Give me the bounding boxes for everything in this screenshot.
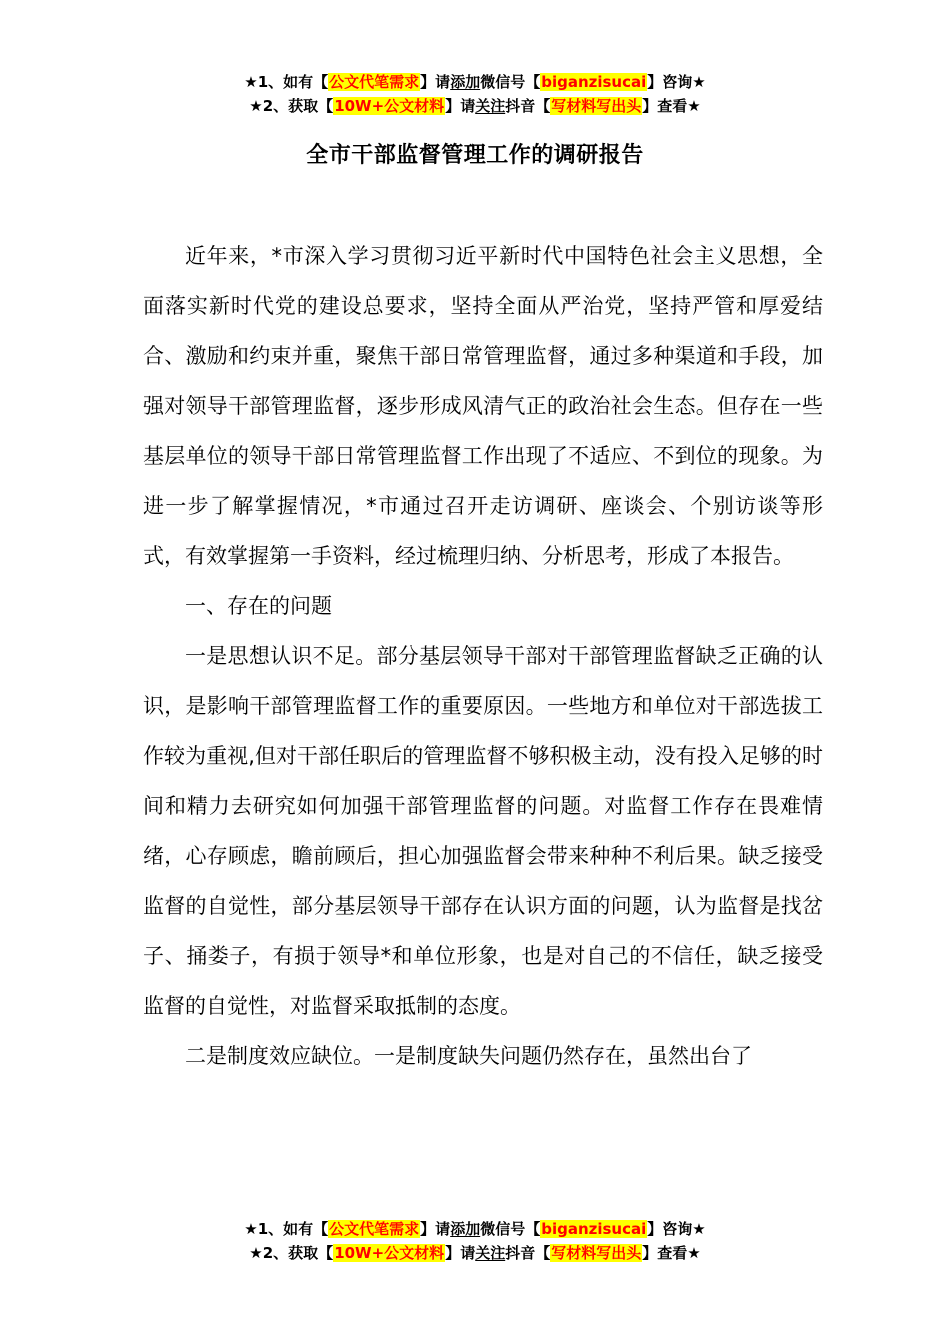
banner-line-2 bbox=[0, 94, 950, 118]
banner-text: 】请 bbox=[445, 1244, 476, 1262]
highlight-douyin: 写材料写出头 bbox=[551, 1244, 642, 1262]
highlight-materials: 10W+公文材料 bbox=[334, 97, 445, 115]
underlined-text: 关注 bbox=[475, 97, 506, 115]
banner-text: 】请 bbox=[420, 73, 451, 91]
banner-text: 】咨询★ bbox=[647, 73, 706, 91]
banner-text: ★2、获取【 bbox=[249, 1244, 334, 1262]
document-body bbox=[143, 231, 823, 1081]
paragraph-problem-2: 二是制度效应缺位。一是制度缺失问题仍然存在，虽然出台了 bbox=[185, 1044, 752, 1068]
banner-text: 】请 bbox=[420, 1220, 451, 1238]
banner-text: 微信号【 bbox=[480, 73, 541, 91]
banner-text: 微信号【 bbox=[480, 1220, 541, 1238]
highlight-materials: 10W+公文材料 bbox=[334, 1244, 445, 1262]
banner-line-1 bbox=[0, 1217, 950, 1241]
banner-line-2 bbox=[0, 1241, 950, 1265]
paragraph-intro: 近年来，*市深入学习贯彻习近平新时代中国特色社会主义思想，全面落实新时代党的建设总要求，坚持全面从严治党，坚持严管和厚爱结合、激励和约束并重，聚焦干部日常管理监督，通过多种渠道和手段，加强对领导干部管理监督，逐步形成风清气正的政治社会生态。但存在一些基层单位的领导干部日常管理监督工作出现了不适应、不到位的现象。为进一步了解掌握情况，*市通过召开走访调研、座谈会、个别访谈等形式，有效掌握第一手资料，经过梳理归纳、分析思考，形成了本报告。 bbox=[143, 244, 823, 568]
highlight-wechat-id: biganzisucai bbox=[541, 1220, 647, 1238]
section-heading: 一、存在的问题 bbox=[185, 594, 332, 618]
banner-text: 】查看★ bbox=[642, 1244, 701, 1262]
footer-banner bbox=[0, 1217, 950, 1265]
highlight-service: 公文代笔需求 bbox=[329, 73, 420, 91]
header-banner bbox=[0, 70, 950, 118]
banner-text: 抖音【 bbox=[505, 1244, 551, 1262]
banner-text: 抖音【 bbox=[505, 97, 551, 115]
banner-text: ★1、如有【 bbox=[244, 1220, 329, 1238]
highlight-wechat-id: biganzisucai bbox=[541, 73, 647, 91]
banner-text: 】请 bbox=[445, 97, 476, 115]
banner-text: ★2、获取【 bbox=[249, 97, 334, 115]
banner-text: 】查看★ bbox=[642, 97, 701, 115]
banner-text: 】咨询★ bbox=[647, 1220, 706, 1238]
banner-text: ★1、如有【 bbox=[244, 73, 329, 91]
underlined-text: 添加 bbox=[450, 1220, 481, 1238]
highlight-service: 公文代笔需求 bbox=[329, 1220, 420, 1238]
document-title: 全市干部监督管理工作的调研报告 bbox=[306, 143, 644, 168]
underlined-text: 添加 bbox=[450, 73, 481, 91]
underlined-text: 关注 bbox=[475, 1244, 506, 1262]
highlight-douyin: 写材料写出头 bbox=[551, 97, 642, 115]
banner-line-1 bbox=[0, 70, 950, 94]
paragraph-problem-1: 一是思想认识不足。部分基层领导干部对干部管理监督缺乏正确的认识，是影响干部管理监督工作的重要原因。一些地方和单位对干部选拔工作较为重视,但对干部任职后的管理监督不够积极主动，没有投入足够的时间和精力去研究如何加强干部管理监督的问题。对监督工作存在畏难情绪，心存顾虑，瞻前顾后，担心加强监督会带来种种不利后果。缺乏接受监督的自觉性，部分基层领导干部存在认识方面的问题，认为监督是找岔子、捅娄子，有损于领导*和单位形象，也是对自己的不信任，缺乏接受监督的自觉性，对监督采取抵制的态度。 bbox=[143, 644, 823, 1018]
